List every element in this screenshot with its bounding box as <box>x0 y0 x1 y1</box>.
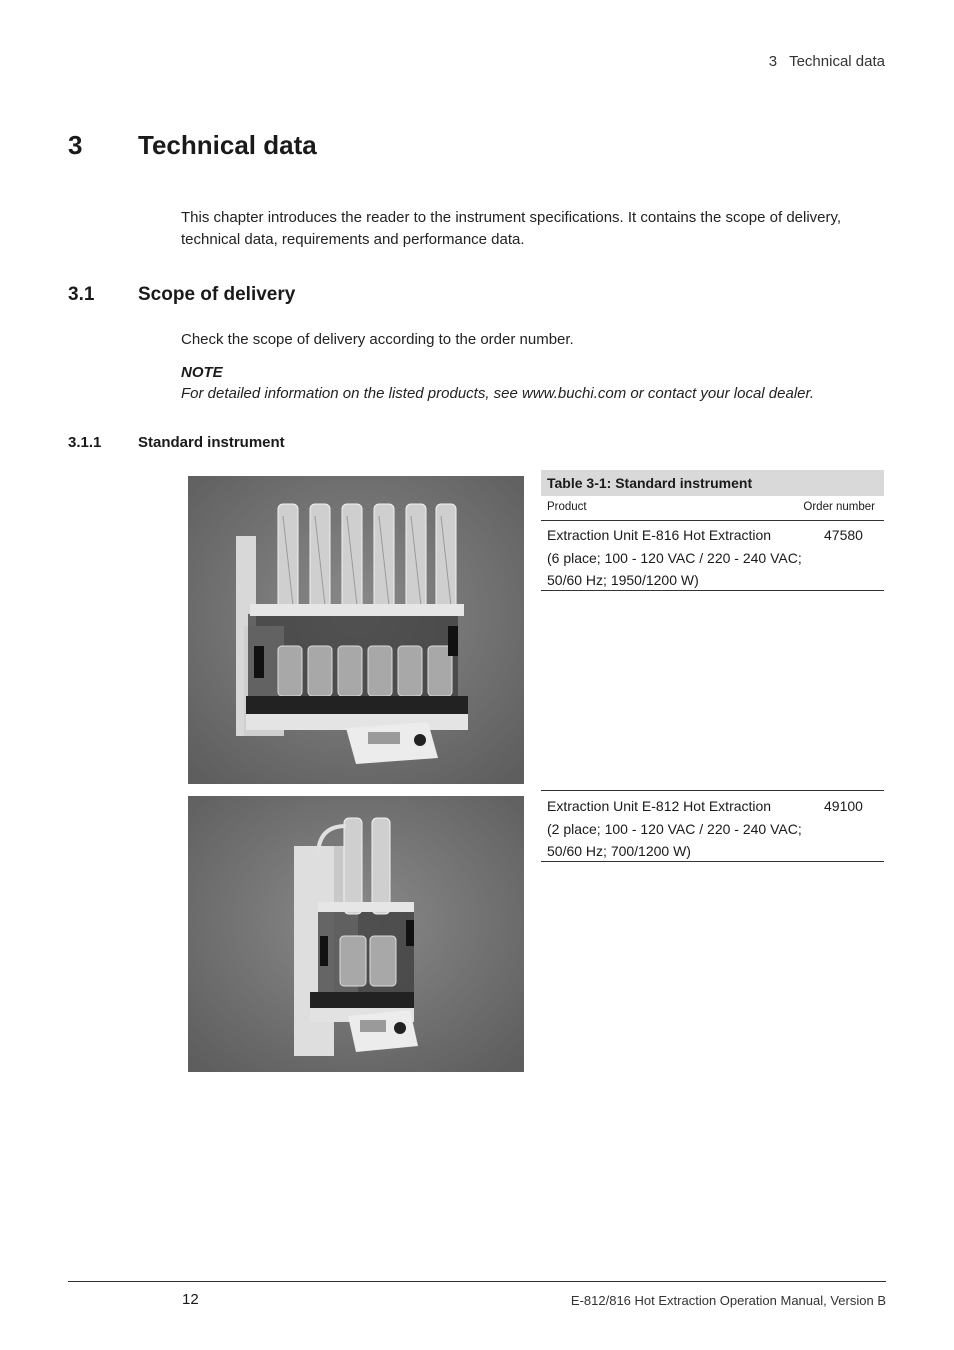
running-header-chapter-title: Technical data <box>789 53 885 70</box>
footer-document-title: E-812/816 Hot Extraction Operation Manual, Version B <box>570 1293 886 1308</box>
page-number: 12 <box>182 1291 199 1308</box>
table-row <box>541 520 884 591</box>
product-line: (6 place; 100 - 120 VAC / 220 - 240 VAC; <box>547 549 802 566</box>
order-number-cell: 49100 <box>824 798 863 814</box>
chapter-number: 3 <box>68 130 83 160</box>
product-line: 50/60 Hz; 1950/1200 W) <box>547 572 699 588</box>
section-number: 3.1 <box>68 284 95 305</box>
chapter-title: Technical data <box>138 130 317 160</box>
running-header-chapter-num: 3 <box>768 53 778 70</box>
table-row <box>541 790 884 862</box>
note-label: NOTE <box>181 364 223 381</box>
product-line: (2 place; 100 - 120 VAC / 220 - 240 VAC; <box>547 820 802 837</box>
subsection-title: Standard instrument <box>138 434 285 451</box>
intro-paragraph: This chapter introduces the reader to the instrument specifications. It contains the scope of delivery, technical data, requirements and performance data. <box>181 209 842 248</box>
note-text: For detailed information on the listed products, see www.buchi.com or contact your local dealer. <box>181 385 815 402</box>
product-line: 50/60 Hz; 700/1200 W) <box>547 843 691 859</box>
column-header-product: Product <box>547 501 587 513</box>
product-line: Extraction Unit E-812 Hot Extraction <box>547 798 772 814</box>
footer-divider <box>68 1281 886 1282</box>
product-cell <box>547 524 807 592</box>
check-paragraph: Check the scope of delivery according to the order number. <box>181 331 574 348</box>
order-number-cell: 47580 <box>824 527 863 543</box>
product-cell <box>547 795 807 863</box>
product-line: Extraction Unit E-816 Hot Extraction <box>547 527 772 543</box>
section-title: Scope of delivery <box>138 284 296 305</box>
running-header <box>769 53 885 70</box>
subsection-number: 3.1.1 <box>68 434 102 451</box>
column-header-order-number: Order number <box>803 501 875 513</box>
table-header-row <box>541 496 884 521</box>
photo-e816-unit <box>188 476 524 784</box>
photo-e812-unit <box>188 796 524 1072</box>
table-caption: Table 3-1: Standard instrument <box>541 470 884 496</box>
